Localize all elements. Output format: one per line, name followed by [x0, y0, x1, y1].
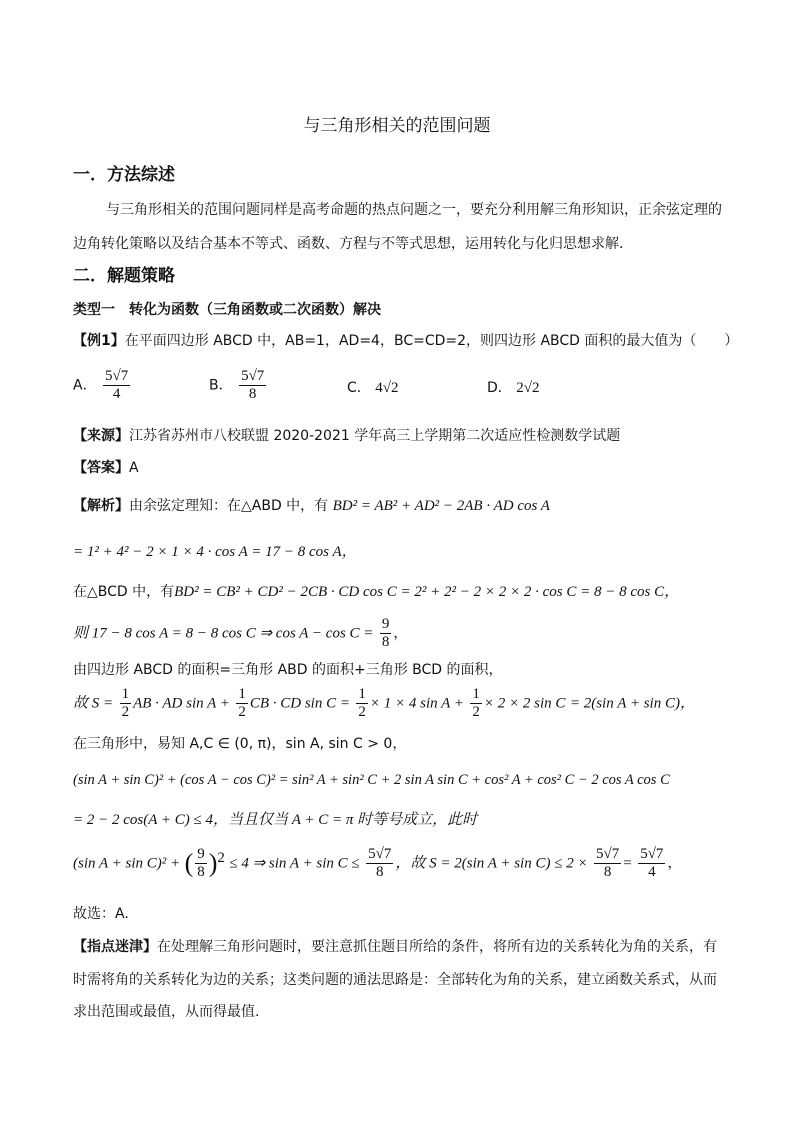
- source-text: 江苏省苏州市八校联盟 2020-2021 学年高三上学期第二次适应性检测数学试题: [129, 428, 621, 444]
- cosine-rule-abd: BD² = AB² + AD² − 2AB · AD cos A: [332, 498, 550, 514]
- answer-line: [73, 458, 139, 478]
- solution-line-9: = 2 − 2 cos(A + C) ≤ 4，当且仅当 A + C = π 时等号成立，此时: [73, 812, 478, 828]
- choose-line: 故选：A.: [73, 906, 129, 922]
- type-heading: 类型一 转化为函数（三角函数或二次函数）解决: [73, 302, 381, 318]
- fraction-five-root7-eighths: $\frac{5√7}{8}$: [368, 846, 392, 880]
- answer-text: A: [129, 460, 139, 476]
- solution-line-3: 在△BCD 中，有BD² = CB² + CD² − 2CB · CD cos C = 2² + 2² − 2 × 2 × 2 · cos C = 8 − 8 cos C，: [73, 584, 680, 600]
- solution-line-10: (sin A + sin C)² + ( $\frac{9}{8}$ )$^2$ ≤ 4 ⇒ sin A + sin C ≤ $\frac{5√7}{8}$ ，故 S = 2(sin A + sin C) ≤ 2 × $\frac{5√7}{8}$ = $\frac{5√7}{4}$ ，: [73, 846, 682, 880]
- solution-line-6: 故 S = $\frac{1}{2}$ AB · AD sin A + $\frac{1}{2}$ CB · CD sin C = $\frac{1}{2}$ × 1 × 4 sin A + $\frac{1}{2}$ × 2 × 2 sin C = 2(sin A + sin C)，: [73, 686, 695, 720]
- page-title: 与三角形相关的范围问题: [303, 116, 491, 136]
- tips-line-3: 求出范围或最值，从而得最值.: [73, 1004, 260, 1020]
- option-b-fraction: $\frac{5√7}{8}$: [241, 368, 265, 402]
- solution-line-8: (sin A + sin C)² + (cos A − cos C)² = sin² A + sin² C + 2 sin A sin C + cos² A + cos² C − 2 cos A cos C: [73, 772, 670, 788]
- method-paragraph-line1: 与三角形相关的范围问题同样是高考命题的热点问题之一，要充分利用解三角形知识，正余弦定理的: [106, 202, 722, 218]
- example-question: [73, 331, 738, 351]
- fraction-five-root7-fourths: $\frac{5√7}{4}$: [640, 846, 664, 880]
- fraction-half-1: $\frac{1}{2}$: [121, 686, 130, 720]
- solution-line-7: 在三角形中，易知 A,C ∈ (0, π)，sin A, sin C > 0，: [73, 736, 407, 752]
- solution-line-2: = 1² + 4² − 2 × 1 × 4 · cos A = 17 − 8 cos A，: [73, 544, 357, 560]
- tips-label: 【指点迷津】: [73, 939, 157, 955]
- option-c: [347, 378, 398, 398]
- fraction-nine-eighths: $\frac{9}{8}$: [381, 616, 390, 650]
- option-c-value: 4√2: [375, 380, 399, 396]
- option-d-value: 2√2: [516, 380, 540, 396]
- example-text: 在平面四边形 ABCD 中，AB=1，AD=4，BC=CD=2，则四边形 ABCD 面积的最大值为（ ）: [124, 333, 739, 349]
- solution-label: 【解析】: [73, 498, 129, 514]
- option-c-label: C．: [347, 380, 371, 396]
- option-a-fraction: $\frac{5√7}{4}$: [105, 368, 129, 402]
- option-d: [487, 378, 539, 398]
- option-a-label: A．: [73, 377, 97, 394]
- option-b-label: B．: [209, 377, 233, 394]
- source-line: [73, 426, 620, 446]
- option-d-label: D．: [487, 380, 512, 396]
- fraction-five-root7-eighths-2: $\frac{5√7}{8}$: [596, 846, 620, 880]
- method-paragraph-line2: 边角转化策略以及结合基本不等式、函数、方程与不等式思想，运用转化与化归思想求解．: [73, 236, 633, 252]
- option-b: [209, 368, 268, 403]
- section-heading-method: 一．方法综述: [73, 165, 175, 185]
- option-a: [73, 368, 132, 403]
- source-label: 【来源】: [73, 428, 129, 444]
- fraction-half-2: $\frac{1}{2}$: [238, 686, 246, 720]
- fraction-nine-eighths-2: $\frac{9}{8}$: [197, 846, 205, 880]
- solution-line-4: 则 17 − 8 cos A = 8 − 8 cos C ⇒ cos A − cos C = $\frac{9}{8}$ ，: [73, 616, 408, 650]
- tips-line-1: 【指点迷津】在处理解三角形问题时，要注意抓住题目所给的条件，将所有边的关系转化为角的关系，有: [73, 939, 717, 955]
- fraction-half-3: $\frac{1}{2}$: [358, 686, 366, 720]
- fraction-half-4: $\frac{1}{2}$: [472, 686, 480, 720]
- solution-line-1: 【解析】由余弦定理知：在△ABD 中，有 BD² = AB² + AD² − 2AB · AD cos A: [73, 498, 550, 514]
- section-heading-strategy: 二．解题策略: [73, 266, 175, 286]
- solution-line-5: 由四边形 ABCD 的面积=三角形 ABD 的面积+三角形 BCD 的面积，: [73, 662, 503, 678]
- tips-line-2: 时需将角的关系转化为边的关系；这类问题的通法思路是：全部转化为角的关系，建立函数关系式，从而: [73, 972, 717, 988]
- example-label: 【例1】: [73, 333, 125, 349]
- cosine-rule-bcd: BD² = CB² + CD² − 2CB · CD cos C = 2² + 2² − 2 × 2 × 2 · cos C = 8 − 8 cos C，: [174, 584, 680, 600]
- answer-label: 【答案】: [73, 460, 129, 476]
